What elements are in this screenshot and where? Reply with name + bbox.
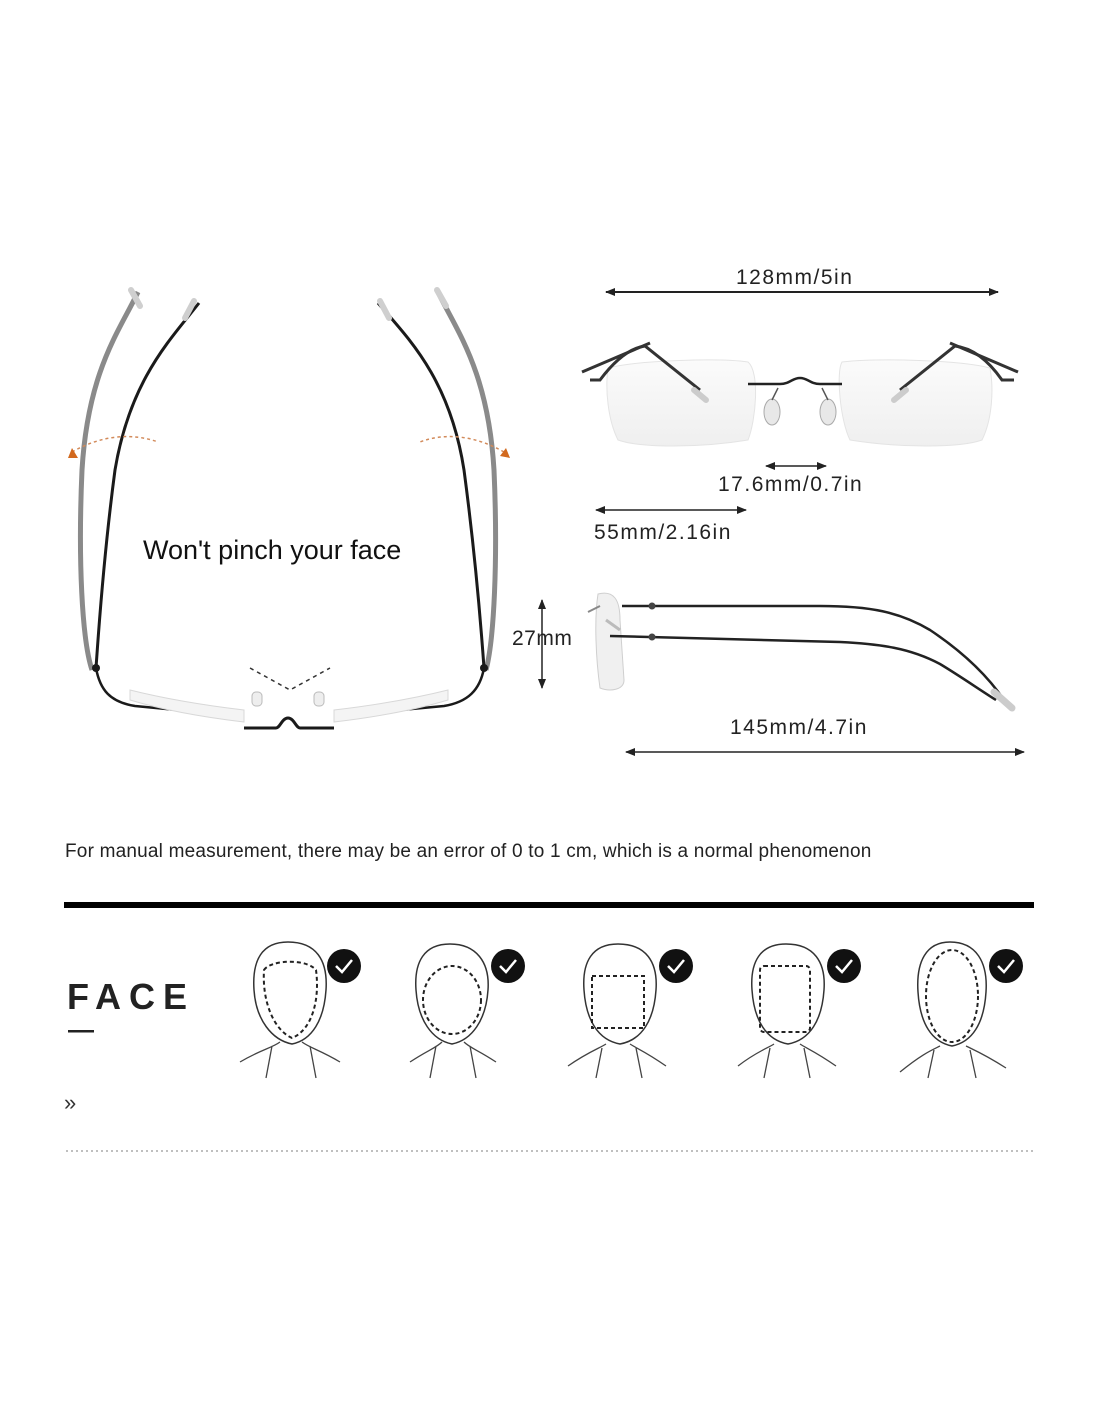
check-badge-rectangle [827, 949, 861, 983]
tagline: Won't pinch your face [143, 535, 402, 565]
check-badge-oval [327, 949, 361, 983]
more-chevron-icon[interactable]: » [64, 1090, 77, 1115]
bridge-label: 17.6mm/0.7in [718, 473, 864, 496]
check-badge-long [989, 949, 1023, 983]
check-badge-round [491, 949, 525, 983]
face-title-underline [68, 1030, 94, 1033]
face-section-title: FACE [67, 976, 196, 1017]
temple-length-label: 145mm/4.7in [730, 716, 868, 739]
width-label: 128mm/5in [736, 266, 854, 289]
lens-width-label: 55mm/2.16in [594, 521, 732, 544]
lens-height-label: 27mm [512, 627, 573, 650]
face-shape-round [410, 944, 525, 1078]
section-divider [64, 902, 1034, 908]
face-shape-square [568, 944, 693, 1078]
measurement-note: For manual measurement, there may be an error of 0 to 1 cm, which is a normal phenomenon [65, 841, 872, 862]
face-shape-rectangle [738, 944, 861, 1078]
top-view-glasses [68, 290, 510, 728]
face-shape-oval [240, 942, 361, 1078]
check-badge-square [659, 949, 693, 983]
face-shape-long [900, 942, 1023, 1078]
